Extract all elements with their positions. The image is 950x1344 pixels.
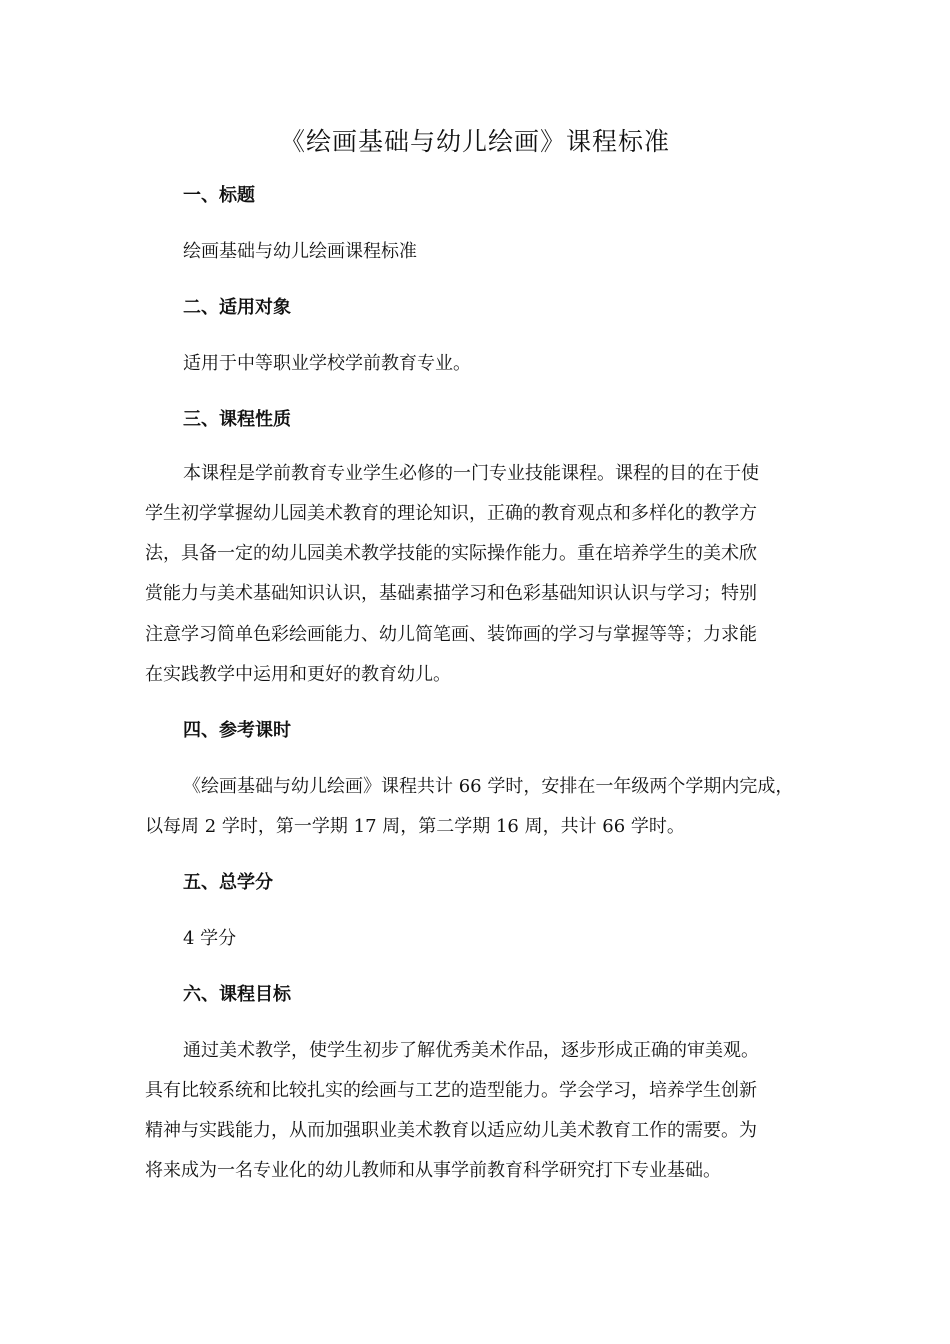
section-heading-audience: 二、适用对象: [183, 297, 291, 318]
section-text-line: 以每周 2 学时，第一学期 17 周，第二学期 16 周，共计 66 学时。: [145, 816, 685, 837]
section-text-line: 4 学分: [183, 928, 237, 949]
document-title: 《绘画基础与幼儿绘画》课程标准: [279, 127, 670, 156]
section-heading-goals: 六、课程目标: [183, 984, 291, 1005]
section-heading-title: 一、标题: [183, 185, 255, 206]
section-text-line: 具有比较系统和比较扎实的绘画与工艺的造型能力。学会学习，培养学生创新: [145, 1080, 757, 1101]
section-text-line: 精神与实践能力，从而加强职业美术教育以适应幼儿美术教育工作的需要。为: [145, 1120, 757, 1141]
section-heading-credits: 五、总学分: [183, 872, 273, 893]
section-text-line: 在实践教学中运用和更好的教育幼儿。: [145, 664, 451, 685]
section-heading-nature: 三、课程性质: [183, 409, 291, 430]
section-text-line: 将来成为一名专业化的幼儿教师和从事学前教育科学研究打下专业基础。: [145, 1160, 721, 1181]
section-text-line: 通过美术教学，使学生初步了解优秀美术作品，逐步形成正确的审美观。: [183, 1040, 759, 1061]
section-text-line: 学生初学掌握幼儿园美术教育的理论知识，正确的教育观点和多样化的教学方: [145, 503, 757, 524]
section-text-line: 适用于中等职业学校学前教育专业。: [183, 353, 471, 374]
section-text-line: 《绘画基础与幼儿绘画》课程共计 66 学时，安排在一年级两个学期内完成，: [183, 776, 794, 797]
section-text-line: 绘画基础与幼儿绘画课程标准: [183, 241, 417, 262]
section-text-line: 赏能力与美术基础知识认识，基础素描学习和色彩基础知识认识与学习；特别: [145, 583, 757, 604]
section-text-line: 注意学习简单色彩绘画能力、幼儿简笔画、装饰画的学习与掌握等等；力求能: [145, 624, 757, 645]
section-text-line: 本课程是学前教育专业学生必修的一门专业技能课程。课程的目的在于使: [183, 463, 759, 484]
section-text-line: 法，具备一定的幼儿园美术教学技能的实际操作能力。重在培养学生的美术欣: [145, 543, 757, 564]
section-heading-hours: 四、参考课时: [183, 720, 291, 741]
